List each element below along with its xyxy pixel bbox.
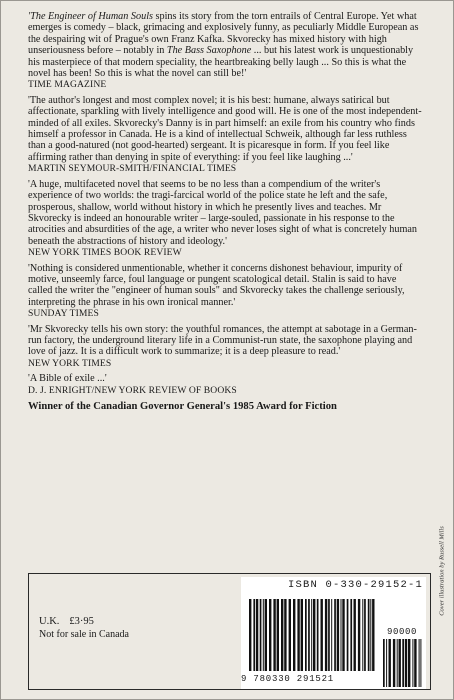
review-quote: 'A Bible of exile ...' bbox=[28, 373, 107, 385]
price-line bbox=[39, 616, 104, 627]
barcode-bar bbox=[341, 599, 342, 671]
barcode-bar bbox=[386, 639, 387, 687]
review-source: D. J. ENRIGHT/NEW YORK REVIEW OF BOOKS bbox=[28, 384, 237, 396]
barcode-bar bbox=[305, 599, 307, 671]
barcode-bar bbox=[342, 599, 344, 671]
barcode bbox=[241, 577, 426, 689]
barcode-bar bbox=[420, 639, 421, 687]
barcode-bar bbox=[308, 599, 310, 671]
barcode-bar bbox=[354, 599, 356, 671]
barcode-bar bbox=[347, 599, 349, 671]
barcode-bar bbox=[289, 599, 291, 671]
sale-restriction: Not for sale in Canada bbox=[39, 629, 129, 640]
barcode-bar bbox=[370, 599, 371, 671]
barcode-bar bbox=[414, 639, 416, 687]
review-quote: 'A huge, multifaceted novel that seems to be no less than a compendium of the writer's experience of two worlds: the tragi-farcical world of the police state he left and the safe, prosperous, shallow, world without history in which he presently lives and teaches. Mr Skvorecky is indeed an honourable writer – large-souled, passionate in his response to the atrocities and absurdities of the age, a writer who never loses sight of what is concretely human beneath the abstractions of history and ideology.' bbox=[28, 178, 417, 247]
barcode-bar bbox=[265, 599, 267, 671]
reviews-section bbox=[28, 11, 423, 412]
price-amount: £3·95 bbox=[69, 616, 94, 627]
review-source: MARTIN SEYMOUR-SMITH/FINANCIAL TIMES bbox=[28, 163, 237, 175]
price-region: U.K. bbox=[39, 616, 60, 627]
barcode-bar bbox=[389, 639, 391, 687]
cover-credit bbox=[437, 501, 447, 641]
barcode-bar bbox=[383, 639, 385, 687]
review-quote: 'The author's longest and most complex novel; it is his best: humane, always satirical but affectionate, sparkling with lively intelligence and good will. He is one of the most independent-minded of all exiles. Skvorecky's Danny is in part himself: an exile from his country who finds himself a professor in Canada. He is a kind of intellectual Schweik, although far less ruthless than a good-natured (not good-hearted) sergeant. It is picaresque in form. If you feel like affirming rather than denying in spite of everything: if you feel like laughing ...' bbox=[28, 94, 422, 163]
barcode-bar bbox=[334, 599, 336, 671]
barcode-bar bbox=[293, 599, 295, 671]
barcode-bar bbox=[297, 599, 299, 671]
review-source: NEW YORK TIMES BOOK REVIEW bbox=[28, 247, 182, 259]
book-title-bass-saxophone: The Bass Saxophone bbox=[166, 45, 252, 57]
barcode-bar bbox=[277, 599, 279, 671]
barcode-bar bbox=[311, 599, 312, 671]
barcode-bar bbox=[358, 599, 360, 671]
cover-credit-text: Cover illustration by Russell Mills bbox=[438, 526, 446, 616]
barcode-bar bbox=[281, 599, 283, 671]
barcode-bar bbox=[325, 599, 327, 671]
addon-bars bbox=[383, 639, 421, 687]
review-nyrb bbox=[28, 373, 423, 396]
review-quote: 'The Engineer of Human Souls spins its story from the torn entrails of Central Europe. Yet what emerges is comedy – black, grimacing and explosively funny, as peculiarly Middle European as the despairing wit of Prague's own Franz Kafka. Skvorecky has mixed history with high unseriousness before – notably in The Bass Saxophone ... but his latest work is unquestionably his masterpiece of that modern speciality, the heartbreaking belly laugh ... So this is what the novel has been! So this is what the novel can still be!' bbox=[28, 11, 419, 80]
barcode-bar bbox=[372, 599, 374, 671]
isbn-number: ISBN 0-330-29152-1 bbox=[287, 579, 423, 591]
review-time bbox=[28, 11, 423, 91]
barcode-bar bbox=[313, 599, 315, 671]
review-source: TIME MAGAZINE bbox=[28, 79, 107, 91]
barcode-bar bbox=[331, 599, 332, 671]
barcode-bar bbox=[337, 599, 339, 671]
barcode-bar bbox=[317, 599, 319, 671]
review-quote: 'Nothing is considered unmentionable, whether it concerns dishonest behaviour, impurity of motive, unseemly farce, foul language or pungent scatological detail. Stalin is said to have called the writer the "engineer of human souls" and Skvorecky takes the challenge seriously, interpreting the phrase in his own ironical manner.' bbox=[28, 262, 405, 308]
ean-number: 9 780330 291521 bbox=[241, 674, 335, 684]
barcode-bar bbox=[328, 599, 330, 671]
book-title: The Engineer of Human Souls bbox=[30, 11, 153, 22]
barcode-bar bbox=[397, 639, 398, 687]
barcode-bar bbox=[368, 599, 370, 671]
award-line: Winner of the Canadian Governor General's 1985 Award for Fiction bbox=[28, 401, 337, 412]
barcode-bar bbox=[405, 639, 407, 687]
barcode-bar bbox=[402, 639, 404, 687]
barcode-bar bbox=[260, 599, 262, 671]
barcode-bar bbox=[399, 639, 401, 687]
review-quote: 'Mr Skvorecky tells his own story: the youthful romances, the attempt at sabotage in a German-run factory, the underground literary life in a Communist-run state, the saxophone playing and love of jazz. It is a difficult work to summarize; it is a deep pleasure to read.' bbox=[28, 323, 417, 358]
barcode-bar bbox=[350, 599, 352, 671]
barcode-bar bbox=[408, 639, 410, 687]
barcode-bar bbox=[284, 599, 286, 671]
barcode-bar bbox=[273, 599, 275, 671]
barcode-bar bbox=[364, 599, 366, 671]
review-financial-times bbox=[28, 95, 423, 175]
barcode-bar bbox=[362, 599, 363, 671]
barcode-bar bbox=[412, 639, 413, 687]
review-sunday-times bbox=[28, 263, 423, 320]
barcode-bar bbox=[301, 599, 303, 671]
review-nyt-book-review bbox=[28, 179, 423, 259]
barcode-bar bbox=[321, 599, 323, 671]
review-source: SUNDAY TIMES bbox=[28, 308, 99, 320]
barcode-bar bbox=[419, 639, 420, 687]
review-new-york-times bbox=[28, 324, 423, 370]
barcode-bar bbox=[249, 599, 251, 671]
review-source: NEW YORK TIMES bbox=[28, 357, 112, 369]
barcode-bar bbox=[393, 639, 395, 687]
addon-number: 90000 bbox=[386, 627, 417, 637]
price-barcode-box bbox=[28, 573, 431, 690]
barcode-bar bbox=[253, 599, 255, 671]
ean-bars bbox=[249, 599, 375, 671]
barcode-bar bbox=[269, 599, 271, 671]
barcode-bar bbox=[263, 599, 264, 671]
barcode-bar bbox=[256, 599, 258, 671]
